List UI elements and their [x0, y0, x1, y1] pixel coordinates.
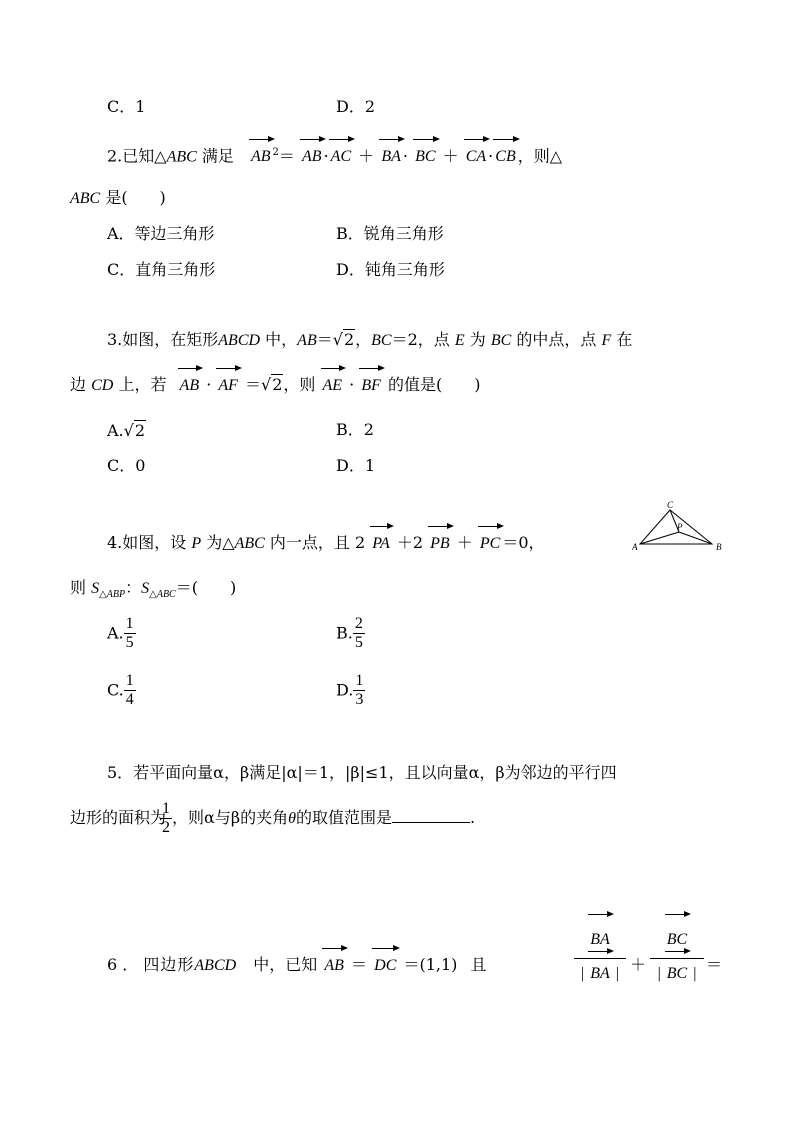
numerator: 1 [125, 672, 134, 689]
q4-text: ＝( ) [175, 578, 237, 597]
fraction [124, 672, 136, 709]
vector-pa: PA [372, 535, 390, 552]
vector-ac: AC [330, 148, 352, 166]
fig-label-p: P [677, 522, 683, 532]
q3-text: 3.如图，在矩形 [107, 330, 219, 349]
option-label: A. [107, 623, 124, 643]
vector-ab: AB [302, 148, 322, 166]
q3-text: 在 [616, 330, 633, 349]
q6-text: 中，已知 [253, 955, 318, 974]
q2-option-b: B．锐角三角形 [336, 224, 444, 243]
vector-bc: BC [665, 959, 689, 989]
q4-stem-line1 [107, 533, 545, 554]
q5-stem-line2 [70, 800, 475, 837]
q2-text: 满足 [201, 146, 234, 166]
q2-text: 已知△ [122, 146, 167, 166]
q2-option-d: D．钝角三角形 [336, 260, 445, 279]
q6-fraction-2 [650, 922, 704, 985]
magnitude-ba: | BA | [574, 959, 626, 985]
q6-text: ＝ [351, 955, 368, 974]
q3-stem-line2 [70, 374, 481, 396]
vector-ba: BA [588, 922, 612, 958]
q4-option-c [107, 672, 136, 709]
plus-sign: ＋ [358, 146, 375, 166]
q4-text: ： [125, 578, 142, 597]
q3-text: 边 [70, 375, 87, 394]
q3-segment: BC [490, 332, 512, 349]
q6-equals: ＝ [706, 955, 723, 974]
q3-text: ， [355, 330, 372, 349]
q6-fraction-1 [574, 922, 626, 985]
denominator: 2 [162, 819, 171, 836]
q3-option-c: C．0 [107, 456, 146, 475]
q4-option-d [336, 672, 365, 709]
q5-stem-line1: 5．若平面向量α，β满足|α|＝1，|β|≤1，且以向量α，β为邻边的平行四 [107, 763, 617, 782]
numerator: 1 [355, 672, 364, 689]
q3-text: 的值是( ) [388, 375, 481, 394]
vector-dc: DC [374, 957, 397, 974]
numerator: 2 [354, 615, 363, 632]
q2-triangle: ABC [70, 190, 101, 207]
q6-text: ＝(1,1) [403, 955, 458, 974]
q3-stem-line1 [107, 329, 632, 351]
q4-option-a [107, 615, 136, 652]
q3-segment: AB [297, 332, 317, 349]
q4-text: 为△ [206, 533, 235, 552]
plus-sign: ＋ [442, 146, 459, 166]
q3-text: 中， [265, 330, 298, 349]
q2-square: 2 [272, 147, 279, 158]
q3-segment: CD [91, 377, 114, 394]
sqrt-2: √2 [123, 421, 146, 440]
q6-text: ． [122, 955, 139, 974]
vector-ab: AB [251, 148, 271, 166]
vector-bf: BF [361, 377, 381, 394]
q3-text: 的中点，点 [516, 330, 597, 349]
radicand: 2 [134, 421, 146, 440]
q4-stem-line2 [70, 578, 236, 605]
area-symbol: S [141, 580, 150, 597]
q3-point: E [454, 332, 465, 349]
option-label: D. [336, 680, 354, 700]
q2-text: 是( ) [105, 188, 166, 207]
radicand: 2 [343, 330, 355, 349]
vector-ba: BA [381, 148, 401, 166]
q4-triangle: ABC [234, 535, 265, 552]
vector-ab: AB [324, 957, 344, 974]
dot-operator: · [402, 146, 408, 166]
q3-option-a [107, 420, 146, 441]
q4-triangle-figure [632, 498, 728, 556]
area-symbol: S [91, 580, 100, 597]
vector-ae: AE [322, 377, 343, 394]
q2-equals: ＝ [278, 146, 295, 166]
q2-option-a: A．等边三角形 [107, 224, 215, 243]
denominator: 5 [125, 634, 134, 651]
q3-text: ＝2，点 [391, 330, 450, 349]
q2-text: ，则△ [517, 146, 563, 166]
fig-label-b: B [716, 542, 722, 552]
vector-ab: AB [179, 377, 200, 394]
q4-text: ＝0， [502, 533, 545, 552]
q5-text: 的取值范围是 [295, 808, 392, 827]
q3-segment: BC [371, 332, 392, 349]
q4-text: 内一点，且 2 [269, 533, 366, 552]
q3-text: ，则 [283, 375, 316, 394]
q2-stem-line2 [70, 188, 166, 209]
sqrt-2: √2 [332, 330, 355, 349]
q1-option-d: D．2 [336, 97, 376, 116]
q2-stem-line1 [107, 143, 562, 167]
q3-text: 为 [469, 330, 486, 349]
q3-text: ＝ [316, 330, 333, 349]
area-subscript: △ABP [99, 589, 126, 601]
option-label: B. [336, 623, 353, 643]
q3-text: ＝ [245, 375, 262, 394]
magnitude-bc: | BC | [650, 959, 704, 985]
q4-text: 则 [70, 578, 87, 597]
q5-text: ，则α与β的夹角 [172, 808, 289, 827]
option-label: A. [107, 421, 124, 440]
q3-rectangle: ABCD [218, 332, 261, 349]
q3-point: F [601, 332, 612, 349]
q5-text: . [469, 808, 476, 827]
q3-option-b: B．2 [336, 420, 374, 439]
dot-operator: · [488, 146, 494, 166]
option-label: C. [107, 680, 124, 700]
vector-bc: BC [665, 922, 689, 958]
q2-option-c: C．直角三角形 [107, 260, 216, 279]
q4-text: 4.如图，设 [107, 533, 187, 552]
denominator: 3 [355, 691, 364, 708]
numerator: 1 [162, 800, 171, 817]
q4-text: ＋ [456, 533, 473, 552]
vector-bc: BC [415, 148, 436, 166]
sqrt-2: √2 [261, 375, 283, 394]
q1-option-c: C．1 [107, 97, 146, 116]
q4-option-b [336, 615, 365, 652]
vector-pc: PC [479, 535, 501, 552]
theta-symbol: θ [288, 810, 296, 827]
dot-operator: · [206, 375, 212, 394]
q6-text: 且 [470, 955, 487, 974]
fraction [353, 615, 365, 652]
q6-number: 6 [107, 955, 118, 974]
q4-text: ＋2 [396, 533, 424, 552]
radicand: 2 [272, 375, 283, 394]
q5-text: 边形的面积为 [70, 808, 167, 827]
denominator: 4 [125, 691, 134, 708]
q3-text: 上，若 [118, 375, 167, 394]
vector-cb: CB [495, 148, 516, 166]
q6-text: 四边形 [143, 955, 195, 974]
q6-stem [107, 955, 487, 976]
area-subscript: △ABC [149, 589, 176, 601]
numerator: 1 [125, 615, 134, 632]
fraction [124, 615, 136, 652]
fraction [160, 800, 172, 837]
vector-af: AF [218, 377, 238, 394]
q3-option-d: D．1 [336, 456, 376, 475]
denominator: 5 [354, 634, 363, 651]
fig-label-a: A [632, 542, 638, 552]
dot-operator: · [323, 146, 329, 166]
dot-operator: · [349, 375, 355, 394]
fig-label-c: C [667, 500, 674, 510]
q4-point: P [191, 535, 202, 552]
answer-blank[interactable] [392, 808, 470, 823]
fraction [353, 672, 365, 709]
vector-pb: PB [430, 535, 450, 552]
q2-triangle: ABC [166, 148, 197, 166]
q6-plus: ＋ [630, 955, 647, 974]
q2-number: 2. [107, 146, 123, 166]
vector-ba: BA [588, 959, 612, 989]
vector-ca: CA [465, 148, 487, 166]
q6-quadrilateral: ABCD [194, 957, 237, 974]
